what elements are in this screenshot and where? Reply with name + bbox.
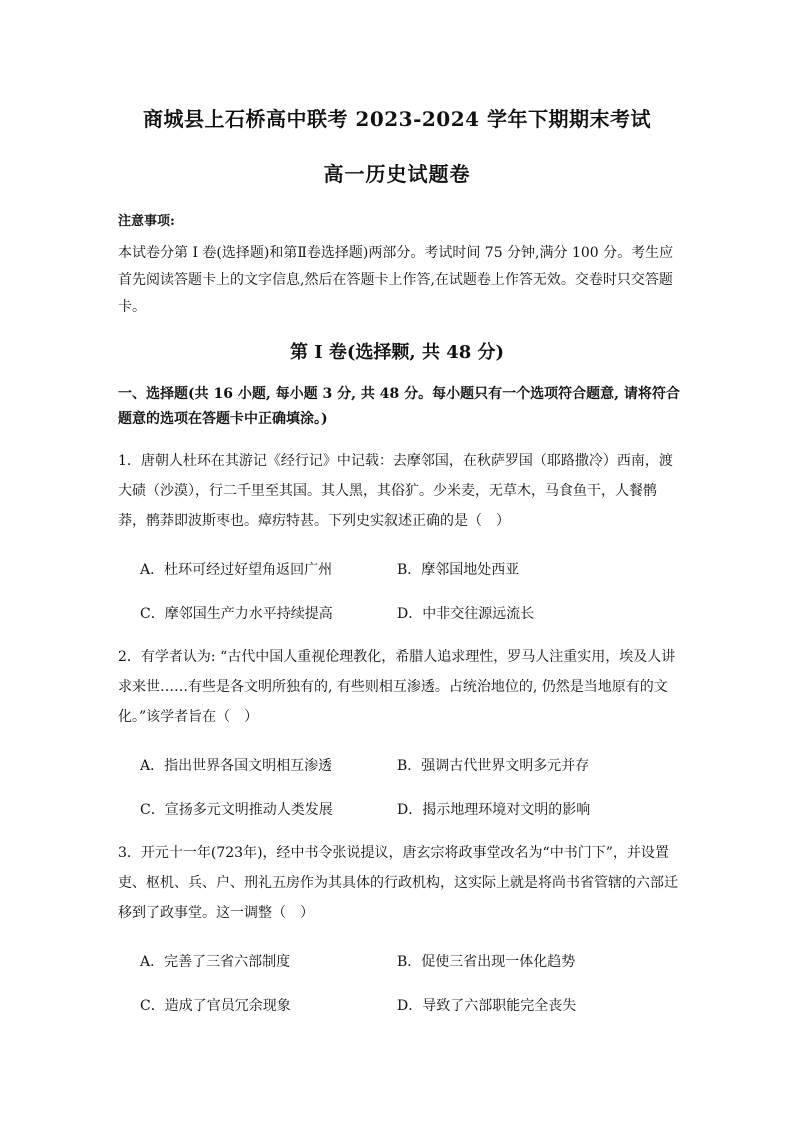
notice-body: 本试卷分第 I 卷(选择题)和第Ⅱ卷选择题)两部分。考试时间 75 分钟,满分 100 分。考生应首先阅读答题卡上的文字信息,然后在答题卡上作答,在试题卷上作答无效。交卷时只交答题卡。: [118, 245, 674, 315]
question-2-stem: 2．有学者认为: “古代中国人重视伦理教化，希腊人追求理性，罗马人注重实用，埃及人讲求来世……有些是各文明所独有的, 有些则相互渗透。占统治地位的, 仍然是当地原有的文化。”该学者旨在（ ）: [118, 649, 676, 725]
question-3-stem: 3．开元十一年(723年)，经中书令张说提议，唐玄宗将政事堂改名为“中书门下”，并设置吏、枢机、兵、户、刑礼五房作为其具体的行政机构，这实际上就是将尚书省管辖的六部迁移到了政事堂。这一调整（ ）: [118, 845, 678, 921]
section-instruction: 一、选择题(共 16 小题, 每小题 3 分, 共 48 分。每小题只有一个选项符合题意, 请将符合题意的选项在答题卡中正确填涂。): [118, 386, 680, 427]
question-3-option-b: B．促使三省出现一体化趋势: [397, 954, 576, 970]
question-1-option-c: C．摩邻国生产力水平持续提高: [140, 606, 333, 622]
notice-heading: 注意事项:: [118, 214, 175, 229]
question-1-option-a: A．杜环可经过好望角返回广州: [140, 562, 333, 578]
question-3-option-a: A．完善了三省六部制度: [140, 954, 291, 970]
question-2-option-a: A．指出世界各国文明相互渗透: [140, 758, 333, 774]
question-3-option-d: D．导致了六部职能完全丧失: [397, 998, 577, 1014]
exam-title: 商城县上石桥高中联考 2023-2024 学年下期期末考试: [142, 107, 652, 131]
question-2-option-b: B．强调古代世界文明多元并存: [397, 758, 590, 774]
exam-subtitle: 高一历史试题卷: [323, 162, 471, 186]
question-2-option-d: D．揭示地理环境对文明的影响: [397, 802, 591, 818]
section-title: 第 I 卷(选择颗, 共 48 分): [289, 342, 505, 363]
question-2-option-c: C．宣扬多元文明推动人类发展: [140, 802, 333, 818]
question-3-option-c: C．造成了官员冗余现象: [140, 998, 291, 1014]
question-1-option-d: D．中非交往源远流长: [397, 606, 535, 622]
question-1-option-b: B．摩邻国地处西亚: [397, 562, 520, 578]
question-1-stem: 1．唐朝人杜环在其游记《经行记》中记载：去摩邻国，在秋萨罗国（耶路撒冷）西南，渡大碛（沙漠），行二千里至其国。其人黑，其俗犷。少米麦，无草木，马食鱼干，人餐鹘莽，鹘莽即波斯枣也。瘴疠特甚。下列史实叙述正确的是（ ）: [118, 453, 673, 529]
